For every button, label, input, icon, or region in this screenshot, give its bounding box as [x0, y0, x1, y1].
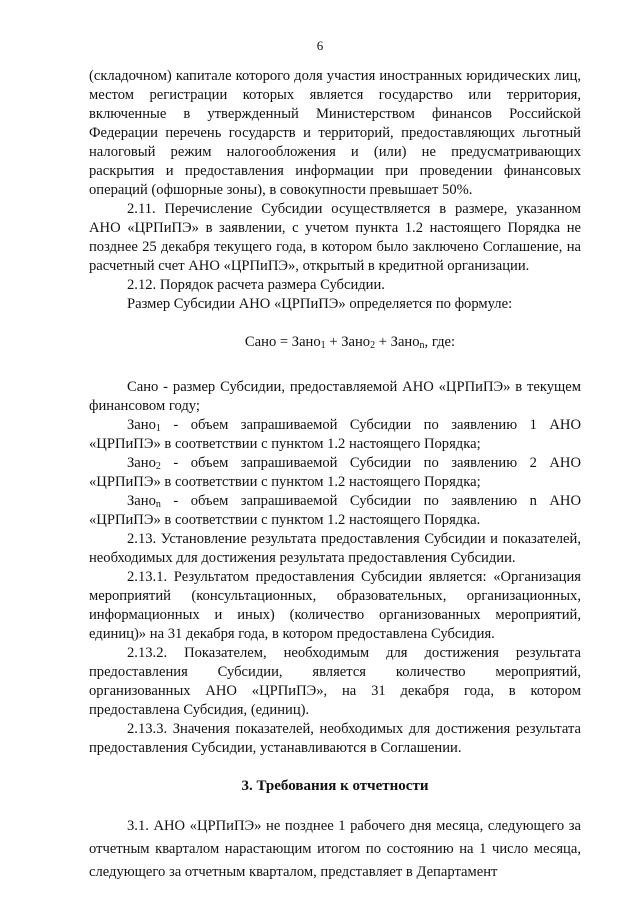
paragraph-2-13-3: 2.13.3. Значения показателей, необходимых для достижения результата предоставления Субсидии, устанавливаются в Соглашении.: [89, 721, 581, 756]
paragraph-2-13-2: 2.13.2. Показателем, необходимым для достижения результата предоставления Субсидии, является количество мероприятий, организованных АНО «ЦРПиПЭ», на 31 декабря года, в котором предоставлена Субсидия, (единиц).: [89, 645, 581, 718]
paragraph-continued: (складочном) капитале которого доля участия иностранных юридических лиц, местом регистрации которых является государство или территория, включенные в утвержденный Министерством финансов Российской Федерации перечень государств и территорий, предоставляющих льготный налоговый режим налогообложения и (или) не предусматривающих раскрытия и предоставления информации при проведении финансовых операций (офшорные зоны), в совокупности превышает 50%.: [89, 68, 581, 198]
paragraph-2-13: 2.13. Установление результата предоставления Субсидии и показателей, необходимых для достижения результата предоставления Субсидии.: [89, 531, 581, 566]
page-number: 6: [316, 38, 324, 53]
document-body: [89, 67, 581, 884]
paragraph-3-1: 3.1. АНО «ЦРПиПЭ» не позднее 1 рабочего дня месяца, следующего за отчетным кварталом нарастающим итогом по состоянию на 1 число месяца, следующего за отчетным кварталом, представляет в Департамент: [89, 818, 581, 880]
paragraph-formula-intro: Размер Субсидии АНО «ЦРПиПЭ» определяется по формуле:: [127, 296, 513, 312]
definition-zano-n: Зано$_n$ - объем запрашиваемой Субсидии по заявлению n АНО «ЦРПиПЭ» в соответствии с пунктом 1.2 настоящего Порядка.: [89, 493, 581, 528]
paragraph-2-11: 2.11. Перечисление Субсидии осуществляется в размере, указанном АНО «ЦРПиПЭ» в заявлении, с учетом пункта 1.2 настоящего Порядка не позднее 25 декабря текущего года, в котором было заключено Соглашение, на расчетный счет АНО «ЦРПиПЭ», открытый в кредитной организации.: [89, 201, 581, 274]
section-heading: 3. Требования к отчетности: [241, 778, 429, 794]
formula: Сано = Зано$_1$ + Зано$_2$ + Зано$_n$, где:: [244, 334, 456, 351]
definition-sano: Сано - размер Субсидии, предоставляемой АНО «ЦРПиПЭ» в текущем финансовом году;: [89, 379, 581, 414]
definition-zano-2: Зано$_2$ - объем запрашиваемой Субсидии по заявлению 2 АНО «ЦРПиПЭ» в соответствии с пунктом 1.2 настоящего Порядка;: [89, 455, 581, 490]
paragraph-2-13-1: 2.13.1. Результатом предоставления Субсидии является: «Организация мероприятий (консультационных, образовательных, организационных, информационных и иных) (количество организованных мероприятий, единиц)» на 31 декабря года, в котором предоставлена Субсидия.: [89, 569, 581, 642]
definition-zano-1: Зано$_1$ - объем запрашиваемой Субсидии по заявлению 1 АНО «ЦРПиПЭ» в соответствии с пунктом 1.2 настоящего Порядка;: [89, 417, 581, 452]
paragraph-2-12: 2.12. Порядок расчета размера Субсидии.: [127, 277, 385, 293]
